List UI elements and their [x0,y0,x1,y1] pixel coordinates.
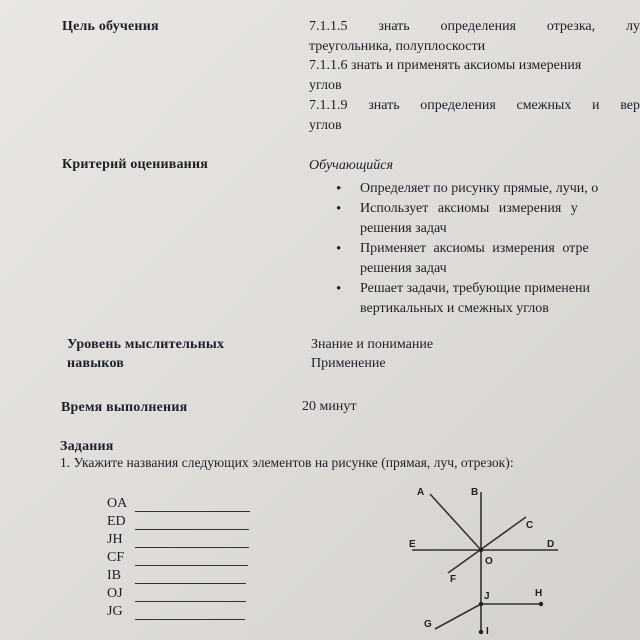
point-h [539,602,543,606]
point-j [479,602,483,606]
geometry-figure [380,480,640,640]
criteria-label: Критерий оценивания [62,157,208,172]
point-e-label: E [409,539,416,550]
task-1-text: 1. Укажите названия следующих элементов на рисунке (прямая, луч, отрезок): [60,455,514,470]
goal-item-1-line1: 7.1.1.5 знать определения отрезка, лу [309,19,640,34]
blank-row-ib: IB [107,568,246,584]
answer-blank[interactable] [135,534,249,548]
thinking-value-line2: Применение [311,356,386,371]
goal-label: Цель обучения [62,19,159,34]
point-g-label: G [424,619,432,630]
time-value: 20 минут [302,399,357,414]
point-o [479,548,483,552]
thinking-value-line1: Знание и понимание [311,337,434,352]
point-j-label: J [484,591,490,602]
blank-row-jg: JG [107,604,245,620]
tasks-label: Задания [60,439,114,454]
criteria-item: • Решает задачи, требующие применени вертикальных и смежных углов [334,279,598,319]
thinking-label-line1: Уровень мыслительных [67,337,225,352]
goal-item-3-line2: углов [309,118,342,133]
blank-row-oa: OA [107,496,250,512]
point-f-label: F [450,574,457,585]
point-i-label: I [486,626,489,637]
answer-blank[interactable] [135,498,250,512]
point-a-label: A [417,487,425,498]
criteria-item: • Применяет аксиомы измерения отре решения задач [334,239,598,279]
blank-row-oj: OJ [107,586,246,602]
criteria-item: • Определяет по рисунку прямые, лучи, о [334,179,598,199]
time-label: Время выполнения [61,400,188,415]
thinking-label-line2: навыков [67,356,125,371]
answer-blank[interactable] [135,570,246,584]
criteria-item: • Использует аксиомы измерения у решения задач [334,199,598,239]
point-c-label: C [526,520,534,531]
criteria-intro: Обучающийся [309,158,394,173]
blank-row-ed: ED [107,514,249,530]
ray-jg [435,604,481,629]
blank-row-jh: JH [107,532,249,548]
answer-blank[interactable] [135,588,246,602]
point-h-label: H [535,588,543,599]
answer-blank[interactable] [135,516,249,530]
point-o-label: O [485,556,493,567]
goal-item-3-line1: 7.1.1.9 знать определения смежных и вер [309,98,640,113]
answer-blank[interactable] [135,606,245,620]
blank-row-cf: CF [107,550,248,566]
ray-oa [430,494,481,550]
point-d-label: D [547,539,555,550]
answer-blank[interactable] [135,552,248,566]
goal-item-1-line2: треугольника, полуплоскости [309,39,486,54]
goal-item-2-line1: 7.1.1.6 знать и применять аксиомы измерения [309,58,582,73]
point-b-label: B [471,487,479,498]
point-i [479,630,483,634]
goal-item-2-line2: углов [309,78,342,93]
criteria-list [334,179,598,319]
